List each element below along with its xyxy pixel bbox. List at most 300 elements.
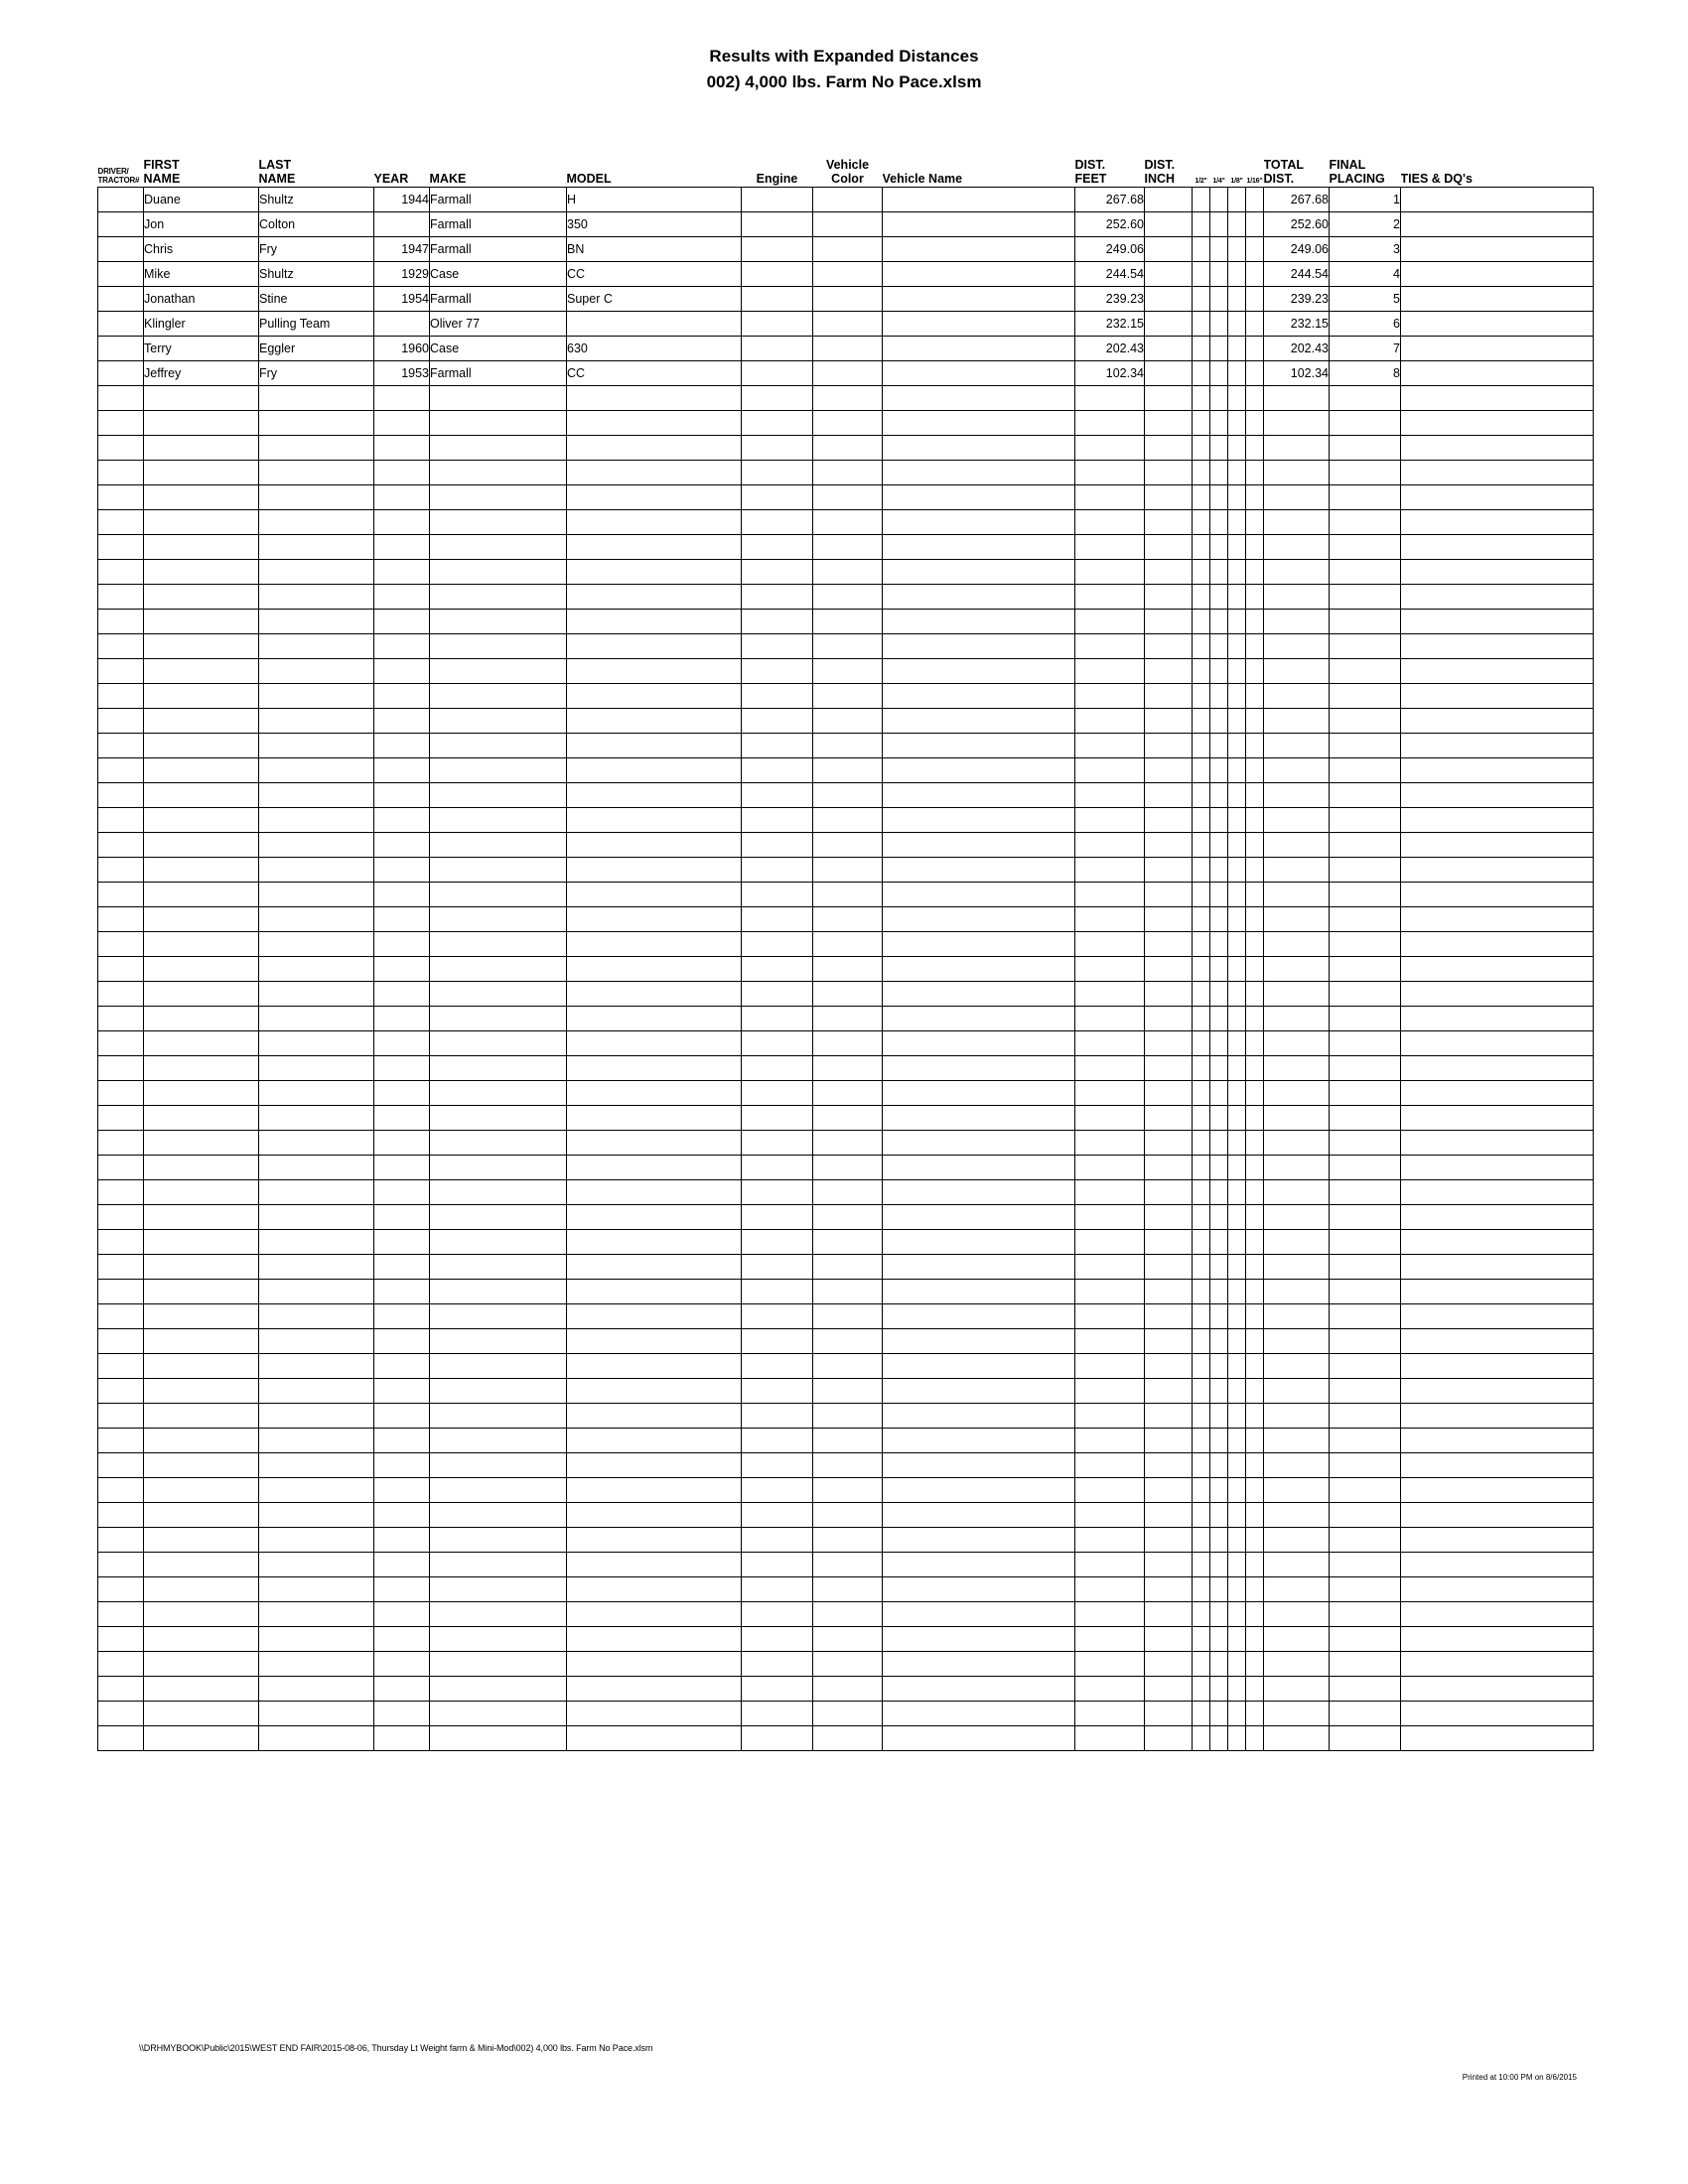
- cell-last-name[interactable]: [259, 1354, 374, 1379]
- cell-dist-inch[interactable]: [1145, 1131, 1193, 1156]
- cell-total-dist[interactable]: [1264, 1056, 1330, 1081]
- cell-year[interactable]: [374, 1627, 430, 1652]
- cell-make[interactable]: [430, 1354, 567, 1379]
- cell-fraction-eighth[interactable]: [1228, 1379, 1246, 1404]
- cell-total-dist[interactable]: [1264, 1528, 1330, 1553]
- cell-vehicle-name[interactable]: [883, 957, 1075, 982]
- cell-fraction-eighth[interactable]: [1228, 510, 1246, 535]
- cell-fraction-eighth[interactable]: [1228, 1577, 1246, 1602]
- cell-make[interactable]: [430, 734, 567, 758]
- cell-year[interactable]: [374, 1453, 430, 1478]
- cell-dist-feet[interactable]: [1075, 1354, 1145, 1379]
- cell-year[interactable]: [374, 411, 430, 436]
- cell-ties-dq[interactable]: [1401, 485, 1594, 510]
- cell-dist-feet[interactable]: [1075, 1453, 1145, 1478]
- cell-fraction-quarter[interactable]: [1210, 1007, 1228, 1031]
- cell-fraction-sixteenth[interactable]: [1246, 1031, 1264, 1056]
- cell-fraction-quarter[interactable]: [1210, 1602, 1228, 1627]
- cell-fraction-sixteenth[interactable]: [1246, 361, 1264, 386]
- cell-make[interactable]: [430, 1379, 567, 1404]
- cell-ties-dq[interactable]: [1401, 1354, 1594, 1379]
- cell-last-name[interactable]: Fry: [259, 237, 374, 262]
- cell-last-name[interactable]: [259, 1652, 374, 1677]
- cell-make[interactable]: [430, 932, 567, 957]
- cell-make[interactable]: [430, 783, 567, 808]
- cell-fraction-sixteenth[interactable]: [1246, 1230, 1264, 1255]
- cell-first-name[interactable]: [144, 1553, 259, 1577]
- cell-last-name[interactable]: [259, 436, 374, 461]
- cell-year[interactable]: [374, 833, 430, 858]
- cell-make[interactable]: [430, 709, 567, 734]
- cell-dist-inch[interactable]: [1145, 312, 1193, 337]
- cell-last-name[interactable]: [259, 1602, 374, 1627]
- cell-engine[interactable]: [742, 461, 813, 485]
- cell-fraction-sixteenth[interactable]: [1246, 287, 1264, 312]
- cell-make[interactable]: [430, 1726, 567, 1751]
- cell-make[interactable]: [430, 610, 567, 634]
- cell-fraction-half[interactable]: [1193, 1478, 1210, 1503]
- cell-dist-feet[interactable]: [1075, 684, 1145, 709]
- cell-make[interactable]: [430, 1503, 567, 1528]
- cell-dist-feet[interactable]: [1075, 1007, 1145, 1031]
- cell-fraction-eighth[interactable]: [1228, 212, 1246, 237]
- cell-total-dist[interactable]: [1264, 634, 1330, 659]
- cell-model[interactable]: [567, 758, 742, 783]
- cell-driver[interactable]: [98, 287, 144, 312]
- cell-fraction-sixteenth[interactable]: [1246, 659, 1264, 684]
- cell-fraction-quarter[interactable]: [1210, 1156, 1228, 1180]
- cell-fraction-eighth[interactable]: [1228, 883, 1246, 907]
- cell-make[interactable]: [430, 1007, 567, 1031]
- cell-engine[interactable]: [742, 1478, 813, 1503]
- cell-dist-inch[interactable]: [1145, 361, 1193, 386]
- cell-model[interactable]: 350: [567, 212, 742, 237]
- cell-final-placing[interactable]: [1330, 1553, 1401, 1577]
- cell-first-name[interactable]: [144, 510, 259, 535]
- cell-make[interactable]: [430, 758, 567, 783]
- cell-total-dist[interactable]: [1264, 1304, 1330, 1329]
- cell-ties-dq[interactable]: [1401, 634, 1594, 659]
- cell-dist-feet[interactable]: [1075, 1329, 1145, 1354]
- cell-fraction-eighth[interactable]: [1228, 436, 1246, 461]
- cell-model[interactable]: [567, 808, 742, 833]
- cell-vehicle-name[interactable]: [883, 1677, 1075, 1702]
- cell-engine[interactable]: [742, 709, 813, 734]
- cell-engine[interactable]: [742, 1255, 813, 1280]
- cell-last-name[interactable]: [259, 1677, 374, 1702]
- cell-fraction-quarter[interactable]: [1210, 535, 1228, 560]
- cell-dist-feet[interactable]: [1075, 510, 1145, 535]
- cell-ties-dq[interactable]: [1401, 932, 1594, 957]
- cell-first-name[interactable]: [144, 783, 259, 808]
- cell-fraction-sixteenth[interactable]: [1246, 1602, 1264, 1627]
- cell-vehicle-name[interactable]: [883, 1577, 1075, 1602]
- cell-last-name[interactable]: [259, 1205, 374, 1230]
- cell-last-name[interactable]: [259, 1726, 374, 1751]
- cell-last-name[interactable]: [259, 634, 374, 659]
- cell-fraction-half[interactable]: [1193, 386, 1210, 411]
- cell-total-dist[interactable]: [1264, 982, 1330, 1007]
- cell-vehicle-name[interactable]: [883, 1081, 1075, 1106]
- cell-fraction-quarter[interactable]: [1210, 957, 1228, 982]
- cell-ties-dq[interactable]: [1401, 1205, 1594, 1230]
- cell-vehicle-name[interactable]: [883, 1627, 1075, 1652]
- cell-fraction-quarter[interactable]: [1210, 436, 1228, 461]
- cell-make[interactable]: Farmall: [430, 212, 567, 237]
- cell-fraction-half[interactable]: [1193, 1081, 1210, 1106]
- cell-driver[interactable]: [98, 659, 144, 684]
- cell-total-dist[interactable]: 252.60: [1264, 212, 1330, 237]
- cell-fraction-half[interactable]: [1193, 1702, 1210, 1726]
- cell-fraction-quarter[interactable]: [1210, 684, 1228, 709]
- cell-ties-dq[interactable]: [1401, 1180, 1594, 1205]
- cell-fraction-sixteenth[interactable]: [1246, 510, 1264, 535]
- cell-dist-feet[interactable]: [1075, 1131, 1145, 1156]
- cell-vehicle-color[interactable]: [813, 1429, 883, 1453]
- cell-fraction-half[interactable]: [1193, 982, 1210, 1007]
- cell-dist-inch[interactable]: [1145, 957, 1193, 982]
- cell-first-name[interactable]: Chris: [144, 237, 259, 262]
- cell-first-name[interactable]: [144, 1304, 259, 1329]
- cell-total-dist[interactable]: [1264, 957, 1330, 982]
- cell-fraction-eighth[interactable]: [1228, 287, 1246, 312]
- cell-fraction-quarter[interactable]: [1210, 411, 1228, 436]
- cell-final-placing[interactable]: [1330, 535, 1401, 560]
- cell-model[interactable]: [567, 1180, 742, 1205]
- cell-final-placing[interactable]: 8: [1330, 361, 1401, 386]
- cell-dist-inch[interactable]: [1145, 684, 1193, 709]
- cell-driver[interactable]: [98, 758, 144, 783]
- cell-engine[interactable]: [742, 1304, 813, 1329]
- cell-vehicle-color[interactable]: [813, 808, 883, 833]
- cell-driver[interactable]: [98, 1081, 144, 1106]
- cell-model[interactable]: [567, 312, 742, 337]
- cell-fraction-sixteenth[interactable]: [1246, 808, 1264, 833]
- cell-vehicle-color[interactable]: [813, 1677, 883, 1702]
- cell-first-name[interactable]: [144, 1627, 259, 1652]
- cell-dist-feet[interactable]: [1075, 1677, 1145, 1702]
- cell-model[interactable]: [567, 1280, 742, 1304]
- cell-vehicle-color[interactable]: [813, 1156, 883, 1180]
- cell-model[interactable]: [567, 585, 742, 610]
- cell-fraction-eighth[interactable]: [1228, 1156, 1246, 1180]
- cell-driver[interactable]: [98, 1304, 144, 1329]
- cell-model[interactable]: [567, 734, 742, 758]
- cell-final-placing[interactable]: [1330, 709, 1401, 734]
- cell-make[interactable]: [430, 560, 567, 585]
- cell-final-placing[interactable]: [1330, 783, 1401, 808]
- cell-vehicle-color[interactable]: [813, 709, 883, 734]
- cell-model[interactable]: [567, 957, 742, 982]
- cell-vehicle-color[interactable]: [813, 262, 883, 287]
- cell-first-name[interactable]: [144, 1056, 259, 1081]
- cell-driver[interactable]: [98, 684, 144, 709]
- cell-fraction-half[interactable]: [1193, 1503, 1210, 1528]
- cell-model[interactable]: CC: [567, 262, 742, 287]
- cell-last-name[interactable]: [259, 1577, 374, 1602]
- cell-driver[interactable]: [98, 1553, 144, 1577]
- cell-fraction-half[interactable]: [1193, 1255, 1210, 1280]
- cell-dist-inch[interactable]: [1145, 907, 1193, 932]
- cell-make[interactable]: Case: [430, 262, 567, 287]
- cell-model[interactable]: [567, 610, 742, 634]
- cell-ties-dq[interactable]: [1401, 883, 1594, 907]
- cell-fraction-half[interactable]: [1193, 1156, 1210, 1180]
- cell-ties-dq[interactable]: [1401, 1453, 1594, 1478]
- cell-engine[interactable]: [742, 1354, 813, 1379]
- cell-make[interactable]: Farmall: [430, 287, 567, 312]
- cell-dist-inch[interactable]: [1145, 1478, 1193, 1503]
- cell-fraction-sixteenth[interactable]: [1246, 1429, 1264, 1453]
- cell-vehicle-name[interactable]: [883, 485, 1075, 510]
- cell-final-placing[interactable]: 1: [1330, 188, 1401, 212]
- cell-fraction-half[interactable]: [1193, 1627, 1210, 1652]
- cell-fraction-eighth[interactable]: [1228, 1205, 1246, 1230]
- cell-driver[interactable]: [98, 1180, 144, 1205]
- cell-vehicle-color[interactable]: [813, 1702, 883, 1726]
- cell-dist-feet[interactable]: [1075, 858, 1145, 883]
- cell-final-placing[interactable]: [1330, 1304, 1401, 1329]
- cell-engine[interactable]: [742, 485, 813, 510]
- cell-fraction-eighth[interactable]: [1228, 1503, 1246, 1528]
- cell-fraction-quarter[interactable]: [1210, 1726, 1228, 1751]
- cell-fraction-eighth[interactable]: [1228, 982, 1246, 1007]
- cell-dist-inch[interactable]: [1145, 262, 1193, 287]
- cell-total-dist[interactable]: [1264, 1205, 1330, 1230]
- cell-driver[interactable]: [98, 585, 144, 610]
- cell-dist-feet[interactable]: [1075, 1205, 1145, 1230]
- cell-engine[interactable]: [742, 1007, 813, 1031]
- cell-model[interactable]: [567, 1106, 742, 1131]
- cell-ties-dq[interactable]: [1401, 1056, 1594, 1081]
- cell-vehicle-color[interactable]: [813, 287, 883, 312]
- cell-year[interactable]: [374, 1205, 430, 1230]
- cell-vehicle-name[interactable]: [883, 1156, 1075, 1180]
- cell-fraction-quarter[interactable]: [1210, 1627, 1228, 1652]
- cell-fraction-quarter[interactable]: [1210, 312, 1228, 337]
- cell-vehicle-name[interactable]: [883, 188, 1075, 212]
- cell-fraction-half[interactable]: [1193, 684, 1210, 709]
- cell-ties-dq[interactable]: [1401, 1553, 1594, 1577]
- cell-fraction-eighth[interactable]: [1228, 361, 1246, 386]
- cell-dist-inch[interactable]: [1145, 1106, 1193, 1131]
- cell-dist-inch[interactable]: [1145, 188, 1193, 212]
- cell-vehicle-color[interactable]: [813, 1354, 883, 1379]
- cell-fraction-eighth[interactable]: [1228, 734, 1246, 758]
- cell-last-name[interactable]: Shultz: [259, 188, 374, 212]
- cell-total-dist[interactable]: [1264, 436, 1330, 461]
- cell-year[interactable]: 1953: [374, 361, 430, 386]
- cell-first-name[interactable]: [144, 535, 259, 560]
- cell-ties-dq[interactable]: [1401, 858, 1594, 883]
- cell-first-name[interactable]: [144, 1131, 259, 1156]
- cell-fraction-quarter[interactable]: [1210, 1230, 1228, 1255]
- cell-driver[interactable]: [98, 386, 144, 411]
- cell-driver[interactable]: [98, 783, 144, 808]
- cell-first-name[interactable]: [144, 1007, 259, 1031]
- cell-vehicle-color[interactable]: [813, 436, 883, 461]
- cell-fraction-eighth[interactable]: [1228, 1354, 1246, 1379]
- cell-driver[interactable]: [98, 485, 144, 510]
- cell-last-name[interactable]: [259, 411, 374, 436]
- cell-driver[interactable]: [98, 237, 144, 262]
- cell-final-placing[interactable]: [1330, 758, 1401, 783]
- cell-first-name[interactable]: [144, 436, 259, 461]
- cell-final-placing[interactable]: [1330, 610, 1401, 634]
- cell-total-dist[interactable]: [1264, 1726, 1330, 1751]
- cell-vehicle-name[interactable]: [883, 312, 1075, 337]
- cell-model[interactable]: [567, 1007, 742, 1031]
- cell-first-name[interactable]: [144, 585, 259, 610]
- cell-ties-dq[interactable]: [1401, 1131, 1594, 1156]
- cell-model[interactable]: [567, 461, 742, 485]
- cell-year[interactable]: [374, 1577, 430, 1602]
- cell-vehicle-color[interactable]: [813, 907, 883, 932]
- cell-model[interactable]: [567, 659, 742, 684]
- cell-make[interactable]: [430, 907, 567, 932]
- cell-final-placing[interactable]: [1330, 386, 1401, 411]
- cell-model[interactable]: [567, 1329, 742, 1354]
- cell-fraction-eighth[interactable]: [1228, 1652, 1246, 1677]
- cell-first-name[interactable]: [144, 758, 259, 783]
- cell-total-dist[interactable]: [1264, 1329, 1330, 1354]
- cell-last-name[interactable]: [259, 461, 374, 485]
- cell-fraction-sixteenth[interactable]: [1246, 1106, 1264, 1131]
- cell-fraction-eighth[interactable]: [1228, 411, 1246, 436]
- cell-first-name[interactable]: [144, 461, 259, 485]
- cell-engine[interactable]: [742, 585, 813, 610]
- cell-final-placing[interactable]: [1330, 1156, 1401, 1180]
- cell-engine[interactable]: [742, 659, 813, 684]
- cell-fraction-sixteenth[interactable]: [1246, 212, 1264, 237]
- cell-year[interactable]: [374, 1056, 430, 1081]
- cell-vehicle-color[interactable]: [813, 1652, 883, 1677]
- cell-driver[interactable]: [98, 1627, 144, 1652]
- cell-total-dist[interactable]: [1264, 610, 1330, 634]
- cell-last-name[interactable]: [259, 1379, 374, 1404]
- cell-fraction-eighth[interactable]: [1228, 684, 1246, 709]
- cell-fraction-quarter[interactable]: [1210, 1255, 1228, 1280]
- cell-fraction-eighth[interactable]: [1228, 634, 1246, 659]
- cell-engine[interactable]: [742, 1726, 813, 1751]
- cell-ties-dq[interactable]: [1401, 1478, 1594, 1503]
- cell-fraction-sixteenth[interactable]: [1246, 1304, 1264, 1329]
- cell-dist-inch[interactable]: [1145, 1304, 1193, 1329]
- cell-engine[interactable]: [742, 1577, 813, 1602]
- cell-dist-inch[interactable]: [1145, 1702, 1193, 1726]
- cell-last-name[interactable]: [259, 485, 374, 510]
- cell-last-name[interactable]: [259, 1329, 374, 1354]
- cell-fraction-half[interactable]: [1193, 485, 1210, 510]
- cell-fraction-quarter[interactable]: [1210, 1081, 1228, 1106]
- cell-fraction-eighth[interactable]: [1228, 1478, 1246, 1503]
- cell-fraction-half[interactable]: [1193, 337, 1210, 361]
- cell-dist-inch[interactable]: [1145, 1156, 1193, 1180]
- cell-last-name[interactable]: [259, 1007, 374, 1031]
- cell-fraction-sixteenth[interactable]: [1246, 585, 1264, 610]
- cell-fraction-quarter[interactable]: [1210, 1577, 1228, 1602]
- cell-dist-inch[interactable]: [1145, 337, 1193, 361]
- cell-fraction-sixteenth[interactable]: [1246, 312, 1264, 337]
- cell-make[interactable]: [430, 1106, 567, 1131]
- cell-fraction-quarter[interactable]: [1210, 610, 1228, 634]
- cell-last-name[interactable]: Eggler: [259, 337, 374, 361]
- cell-model[interactable]: [567, 1702, 742, 1726]
- cell-year[interactable]: [374, 1131, 430, 1156]
- cell-ties-dq[interactable]: [1401, 659, 1594, 684]
- cell-fraction-half[interactable]: [1193, 758, 1210, 783]
- cell-fraction-sixteenth[interactable]: [1246, 1503, 1264, 1528]
- cell-driver[interactable]: [98, 535, 144, 560]
- cell-vehicle-name[interactable]: [883, 684, 1075, 709]
- cell-year[interactable]: [374, 1180, 430, 1205]
- cell-last-name[interactable]: Fry: [259, 361, 374, 386]
- cell-dist-inch[interactable]: [1145, 436, 1193, 461]
- cell-dist-feet[interactable]: [1075, 386, 1145, 411]
- cell-model[interactable]: [567, 1255, 742, 1280]
- cell-ties-dq[interactable]: [1401, 1156, 1594, 1180]
- cell-ties-dq[interactable]: [1401, 1106, 1594, 1131]
- cell-first-name[interactable]: [144, 1255, 259, 1280]
- cell-fraction-eighth[interactable]: [1228, 461, 1246, 485]
- cell-ties-dq[interactable]: [1401, 758, 1594, 783]
- cell-make[interactable]: [430, 957, 567, 982]
- cell-ties-dq[interactable]: [1401, 1404, 1594, 1429]
- cell-final-placing[interactable]: [1330, 659, 1401, 684]
- cell-year[interactable]: [374, 1726, 430, 1751]
- cell-driver[interactable]: [98, 262, 144, 287]
- cell-dist-feet[interactable]: 232.15: [1075, 312, 1145, 337]
- cell-year[interactable]: [374, 535, 430, 560]
- cell-fraction-sixteenth[interactable]: [1246, 1156, 1264, 1180]
- cell-year[interactable]: [374, 461, 430, 485]
- cell-last-name[interactable]: Colton: [259, 212, 374, 237]
- cell-fraction-half[interactable]: [1193, 610, 1210, 634]
- cell-fraction-eighth[interactable]: [1228, 1280, 1246, 1304]
- cell-ties-dq[interactable]: [1401, 1726, 1594, 1751]
- cell-final-placing[interactable]: [1330, 1329, 1401, 1354]
- cell-final-placing[interactable]: [1330, 734, 1401, 758]
- cell-model[interactable]: [567, 1478, 742, 1503]
- cell-dist-inch[interactable]: [1145, 734, 1193, 758]
- cell-last-name[interactable]: [259, 1131, 374, 1156]
- cell-first-name[interactable]: [144, 1677, 259, 1702]
- cell-ties-dq[interactable]: [1401, 684, 1594, 709]
- cell-first-name[interactable]: [144, 1329, 259, 1354]
- cell-model[interactable]: [567, 386, 742, 411]
- cell-driver[interactable]: [98, 337, 144, 361]
- cell-engine[interactable]: [742, 858, 813, 883]
- cell-ties-dq[interactable]: [1401, 1031, 1594, 1056]
- cell-fraction-half[interactable]: [1193, 1056, 1210, 1081]
- cell-vehicle-name[interactable]: [883, 287, 1075, 312]
- cell-fraction-quarter[interactable]: [1210, 1205, 1228, 1230]
- cell-fraction-eighth[interactable]: [1228, 1106, 1246, 1131]
- cell-vehicle-name[interactable]: [883, 1528, 1075, 1553]
- cell-fraction-half[interactable]: [1193, 1007, 1210, 1031]
- cell-vehicle-color[interactable]: [813, 1031, 883, 1056]
- cell-fraction-sixteenth[interactable]: [1246, 610, 1264, 634]
- cell-fraction-quarter[interactable]: [1210, 287, 1228, 312]
- cell-vehicle-name[interactable]: [883, 883, 1075, 907]
- cell-engine[interactable]: [742, 932, 813, 957]
- cell-fraction-eighth[interactable]: [1228, 485, 1246, 510]
- cell-dist-feet[interactable]: [1075, 634, 1145, 659]
- cell-fraction-sixteenth[interactable]: [1246, 709, 1264, 734]
- cell-fraction-half[interactable]: [1193, 1553, 1210, 1577]
- cell-vehicle-color[interactable]: [813, 758, 883, 783]
- cell-ties-dq[interactable]: [1401, 386, 1594, 411]
